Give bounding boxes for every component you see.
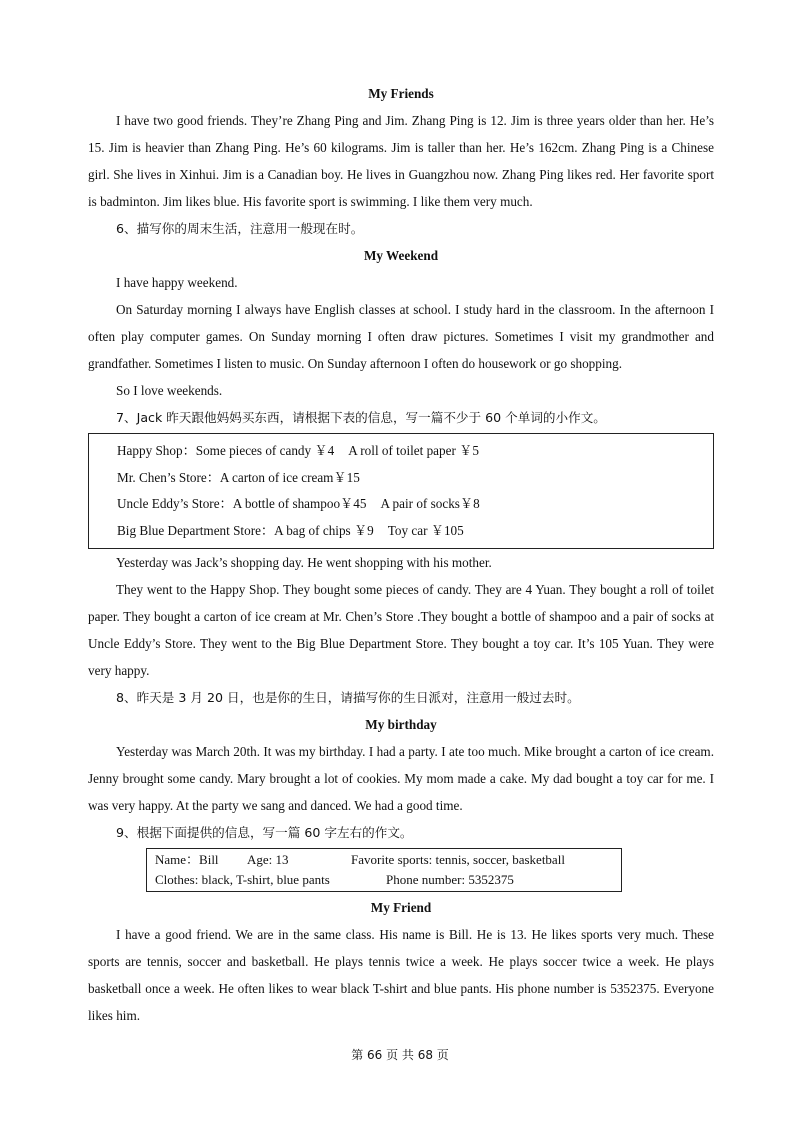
shopping-paragraph-2: They went to the Happy Shop. They bought some pieces of candy. They are 4 Yuan. They bought a roll of toilet paper. They bought a carton of ice cream at Mr. Chen’s Store .They bought a bottle of shampoo and a pair of socks at Uncle Eddy’s Store. They went to the Big Blue Department Store. They bought a toy car. It’s 105 Yuan. They were very happy. xyxy=(88,582,714,678)
essay-paragraph-my-friend: I have a good friend. We are in the same class. His name is Bill. He is 13. He likes sports very much. These sports are tennis, soccer and basketball. He plays tennis twice a week. He plays soccer twice a week. He plays basketball once a week. He often likes to wear black T-shirt and blue pants. His phone number is 5352375. Everyone likes him. xyxy=(88,927,714,1023)
info-age: Age: 13 xyxy=(247,852,289,867)
question-8-prompt: 8、昨天是 3 月 20 日，也是你的生日，请描写你的生日派对，注意用一般过去时。 xyxy=(116,690,580,705)
essay-title-my-birthday: My birthday xyxy=(365,717,437,732)
info-sports: Favorite sports: tennis, soccer, basketball xyxy=(351,852,565,867)
question-9-prompt: 9、根据下面提供的信息，写一篇 60 字左右的作文。 xyxy=(116,825,413,840)
page-number-footer: 第 66 页 共 68 页 xyxy=(351,1048,449,1062)
shopping-cell: Big Blue Department Store：A bag of chips ￥9 xyxy=(117,522,374,538)
shopping-row-happy-shop xyxy=(117,438,713,465)
weekend-paragraph-3: So I love weekends. xyxy=(116,383,223,398)
shopping-cell: A pair of socks￥8 xyxy=(380,496,480,511)
shopping-paragraph-1: Yesterday was Jack’s shopping day. He went shopping with his mother. xyxy=(116,555,492,570)
shopping-row-uncle-eddys-store xyxy=(117,491,713,518)
shopping-cell: Mr. Chen’s Store：A carton of ice cream￥15 xyxy=(117,469,360,485)
shopping-cell: Happy Shop：Some pieces of candy ￥4 xyxy=(117,443,335,458)
essay-title-my-friend: My Friend xyxy=(370,900,432,915)
essay-paragraph-my-friends: I have two good friends. They’re Zhang Ping and Jim. Zhang Ping is 12. Jim is three years older than her. He’s 15. Jim is heavier than Zhang Ping. He’s 60 kilograms. Jim is taller than her. He’s 162cm. Zhang Ping is a Chinese girl. She lives in Xinhui. Jim is a Canadian boy. He lives in Guangzhou now. Zhang Ping likes red. Her favorite sport is badminton. Jim likes blue. His favorite sport is swimming. I like them very much. xyxy=(88,113,714,209)
weekend-paragraph-2: On Saturday morning I always have English classes at school. I study hard in the classroom. In the afternoon I often play computer games. On Sunday morning I often draw pictures. Sometimes I visit my grandmother and grandfather. Sometimes I listen to music. On Sunday afternoon I often do housework or go shopping. xyxy=(88,302,714,371)
question-7-prompt: 7、Jack 昨天跟他妈妈买东西，请根据下表的信息，写一篇不少于 60 个单词的小作文。 xyxy=(116,410,606,425)
shopping-info-table xyxy=(88,433,714,549)
bill-info-row-1 xyxy=(155,850,621,870)
shopping-cell: A roll of toilet paper ￥5 xyxy=(348,443,479,458)
shopping-row-big-blue-store xyxy=(117,518,713,545)
bill-info-box xyxy=(146,848,622,892)
info-phone: Phone number: 5352375 xyxy=(386,872,514,887)
question-6-prompt: 6、描写你的周末生活，注意用一般现在时。 xyxy=(116,221,364,236)
info-clothes: Clothes: black, T-shirt, blue pants xyxy=(155,872,330,887)
essay-paragraph-my-birthday: Yesterday was March 20th. It was my birthday. I had a party. I ate too much. Mike brought a carton of ice cream. Jenny brought some candy. Mary brought a lot of cookies. My mom made a cake. My dad bought a toy car for me. I was very happy. At the party we sang and danced. We had a good time. xyxy=(88,744,714,813)
bill-info-row-2 xyxy=(155,870,621,890)
shopping-cell: Uncle Eddy’s Store：A bottle of shampoo￥45 xyxy=(117,496,367,511)
shopping-row-mr-chens-store xyxy=(117,465,713,492)
info-name: Name：Bill xyxy=(155,852,219,867)
essay-title-my-weekend: My Weekend xyxy=(363,248,439,263)
shopping-cell: Toy car ￥105 xyxy=(387,522,464,538)
essay-title-my-friends: My Friends xyxy=(368,86,434,101)
weekend-paragraph-1: I have happy weekend. xyxy=(116,275,238,290)
page-content xyxy=(88,80,714,1029)
